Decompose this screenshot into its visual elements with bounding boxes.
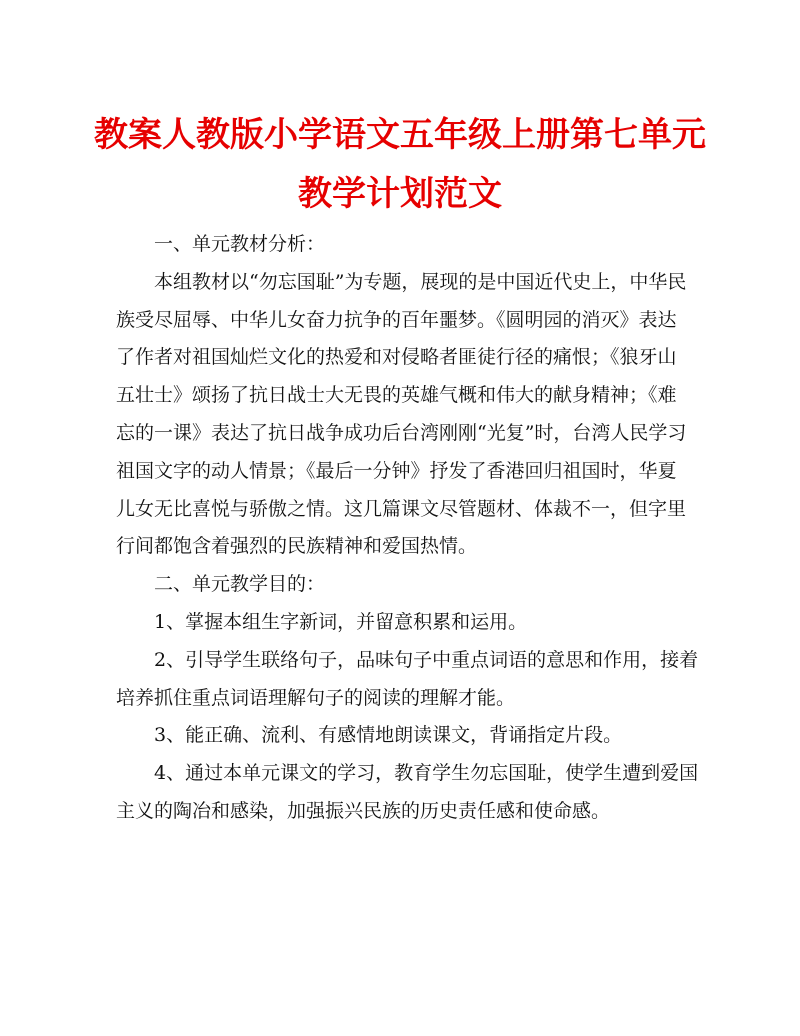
document-title-line-1: 教案人教版小学语文五年级上册第七单元 <box>94 115 706 155</box>
document-title-line-2: 教学计划范文 <box>298 174 502 214</box>
objective-item-2-line: 2、引导学生联络句子，品味句子中重点词语的意思和作用，接着 <box>154 648 699 671</box>
paragraph-line: 祖国文字的动人情景；《最后一分钟》抒发了香港回归祖国时，华夏 <box>116 459 677 482</box>
paragraph-line: 了作者对祖国灿烂文化的热爱和对侵略者匪徒行径的痛恨；《狼牙山 <box>116 346 677 369</box>
paragraph-line: 五壮士》颂扬了抗日战士大无畏的英雄气概和伟大的献身精神；《难 <box>116 384 677 407</box>
objective-item-4-line: 4、通过本单元课文的学习，教育学生勿忘国耻，使学生遭到爱国 <box>154 762 699 785</box>
objective-item-4-line: 主义的陶冶和感染，加强振兴民族的历史责任感和使命感。 <box>116 799 611 822</box>
paragraph-line: 儿女无比喜悦与骄傲之情。这几篇课文尽管题材、体裁不一，但字里 <box>116 497 687 520</box>
section-heading-analysis: 一、单元教材分析： <box>154 233 326 255</box>
paragraph-line: 族受尽屈辱、中华儿女奋力抗争的百年噩梦。《圆明园的消灭》表达 <box>116 308 677 331</box>
objective-item-2-line: 培养抓住重点词语理解句子的阅读的理解才能。 <box>116 686 516 709</box>
objective-item-1: 1、掌握本组生字新词，并留意积累和运用。 <box>154 610 528 633</box>
objective-item-3: 3、能正确、流利、有感情地朗读课文，背诵指定片段。 <box>154 724 623 747</box>
paragraph-line: 本组教材以“勿忘国耻”为专题，展现的是中国近代史上，中华民 <box>154 270 687 293</box>
section-heading-objectives: 二、单元教学目的： <box>154 573 326 596</box>
paragraph-line: 忘的一课》表达了抗日战争成功后台湾刚刚“光复”时，台湾人民学习 <box>116 421 687 444</box>
paragraph-line: 行间都饱含着强烈的民族精神和爱国热情。 <box>116 535 478 558</box>
document-body <box>116 226 699 831</box>
